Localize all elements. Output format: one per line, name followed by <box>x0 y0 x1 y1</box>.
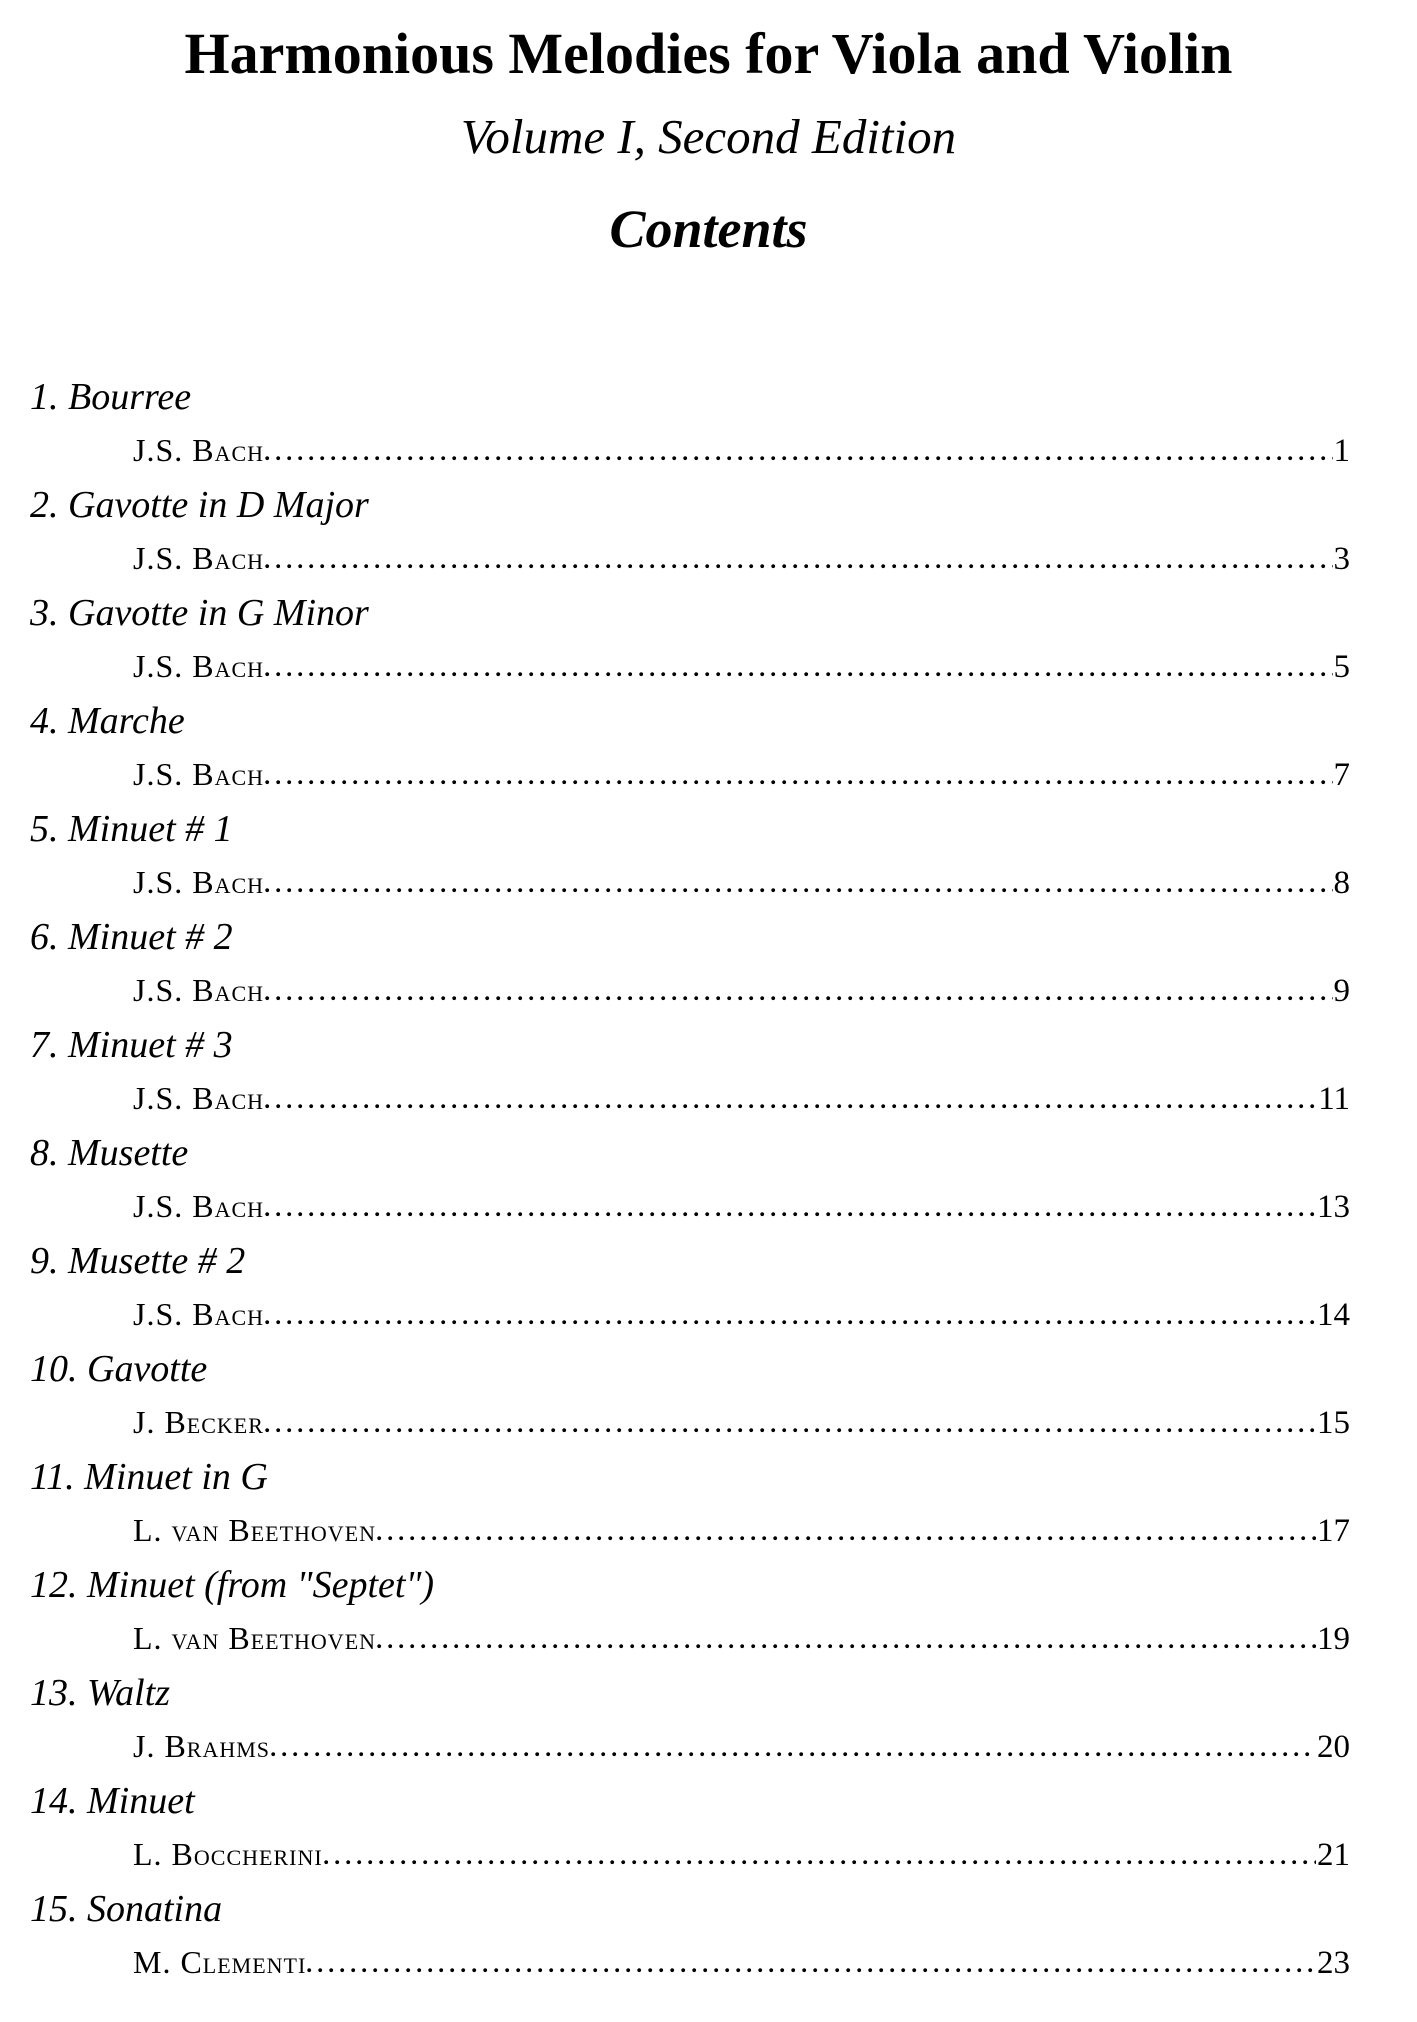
toc-entry-composer: J.S. Bach <box>133 1080 265 1117</box>
toc-entry-page-number: 3 <box>1333 541 1350 578</box>
dot-leader <box>265 1104 1317 1109</box>
toc-entry-composer-row <box>133 1611 1350 1667</box>
toc-entry-page-number: 17 <box>1317 1513 1350 1550</box>
toc-entry <box>30 1127 1350 1235</box>
toc-entry-composer-row <box>133 639 1350 695</box>
toc-entry <box>30 1883 1350 1991</box>
toc-entry-composer: J.S. Bach <box>133 540 265 577</box>
toc-entry <box>30 1235 1350 1343</box>
dot-leader <box>265 780 1332 785</box>
toc-entry-composer: J.S. Bach <box>133 648 265 685</box>
toc-entry <box>30 587 1350 695</box>
dot-leader <box>265 996 1332 1001</box>
toc-entry <box>30 695 1350 803</box>
toc-entry <box>30 1667 1350 1775</box>
toc-entry <box>30 1451 1350 1559</box>
toc-entry-composer-row <box>133 531 1350 587</box>
toc-entry-title: 5. Minuet # 1 <box>30 808 233 851</box>
toc-entry-page-number: 21 <box>1317 1837 1350 1874</box>
toc-entry <box>30 1559 1350 1667</box>
toc-entry-composer-row <box>133 1287 1350 1343</box>
toc-entry-title: 9. Musette # 2 <box>30 1240 246 1283</box>
title-block <box>0 22 1417 259</box>
toc-entry-title: 2. Gavotte in D Major <box>30 484 369 527</box>
toc-entry-title: 15. Sonatina <box>30 1888 223 1931</box>
toc-entry-page-number: 8 <box>1333 865 1350 902</box>
toc-entry <box>30 803 1350 911</box>
toc-entry-page-number: 14 <box>1317 1297 1350 1334</box>
toc-entry-page-number: 20 <box>1317 1729 1350 1766</box>
toc-entry-page-number: 1 <box>1333 433 1350 470</box>
toc-entry-composer-row <box>133 1071 1350 1127</box>
toc-entry-title: 10. Gavotte <box>30 1348 208 1391</box>
dot-leader <box>265 888 1332 893</box>
toc-entry <box>30 371 1350 479</box>
toc-entry-page-number: 5 <box>1333 649 1350 686</box>
toc-entry-composer-row <box>133 423 1350 479</box>
toc-entry-title: 6. Minuet # 2 <box>30 916 233 959</box>
toc-entry-composer: J.S. Bach <box>133 1296 265 1333</box>
toc-entry-title: 4. Marche <box>30 700 185 743</box>
dot-leader <box>307 1968 1316 1973</box>
book-title: Harmonious Melodies for Viola and Violin <box>184 21 1233 86</box>
dot-leader <box>265 564 1332 569</box>
toc-entry <box>30 1775 1350 1883</box>
toc-entry-composer: M. Clementi <box>133 1944 307 1981</box>
toc-entry-title: 7. Minuet # 3 <box>30 1024 233 1067</box>
toc-entry-page-number: 7 <box>1333 757 1350 794</box>
dot-leader <box>324 1860 1316 1865</box>
table-of-contents <box>30 371 1350 1991</box>
dot-leader <box>265 1428 1316 1433</box>
toc-entry-title: 13. Waltz <box>30 1672 171 1715</box>
toc-entry-composer-row <box>133 1395 1350 1451</box>
dot-leader <box>271 1752 1316 1757</box>
toc-entry <box>30 1019 1350 1127</box>
toc-entry-composer-row <box>133 1935 1350 1991</box>
toc-entry-composer-row <box>133 963 1350 1019</box>
toc-entry <box>30 1343 1350 1451</box>
toc-entry-composer-row <box>133 1827 1350 1883</box>
dot-leader <box>377 1536 1316 1541</box>
toc-entry-composer: J.S. Bach <box>133 1188 265 1225</box>
toc-entry-title: 11. Minuet in G <box>30 1456 268 1499</box>
dot-leader <box>265 1320 1316 1325</box>
toc-entry-composer: J.S. Bach <box>133 756 265 793</box>
toc-entry-page-number: 23 <box>1317 1945 1350 1982</box>
toc-entry-page-number: 19 <box>1317 1621 1350 1658</box>
dot-leader <box>265 1212 1316 1217</box>
toc-entry-title: 12. Minuet (from "Septet") <box>30 1564 435 1607</box>
toc-entry-composer: J.S. Bach <box>133 432 265 469</box>
toc-entry-composer: J. Becker <box>133 1404 264 1441</box>
dot-leader <box>377 1644 1316 1649</box>
toc-entry-page-number: 15 <box>1317 1405 1350 1442</box>
toc-entry-composer: L. van Beethoven <box>133 1620 377 1657</box>
toc-entry <box>30 479 1350 587</box>
toc-entry-composer: L. van Beethoven <box>133 1512 377 1549</box>
toc-entry-composer: J.S. Bach <box>133 972 265 1009</box>
toc-entry-title: 1. Bourree <box>30 376 192 419</box>
toc-entry-composer-row <box>133 1719 1350 1775</box>
toc-entry-composer-row <box>133 1179 1350 1235</box>
toc-entry-composer-row <box>133 855 1350 911</box>
toc-entry-page-number: 13 <box>1317 1189 1350 1226</box>
contents-heading: Contents <box>609 198 808 259</box>
toc-entry-composer-row <box>133 747 1350 803</box>
toc-entry-page-number: 9 <box>1333 973 1350 1010</box>
toc-entry-title: 3. Gavotte in G Minor <box>30 592 369 635</box>
dot-leader <box>265 456 1332 461</box>
volume-subtitle: Volume I, Second Edition <box>460 108 957 164</box>
toc-entry-composer: J. Brahms <box>133 1728 271 1765</box>
toc-entry-composer: J.S. Bach <box>133 864 265 901</box>
toc-entry <box>30 911 1350 1019</box>
toc-entry-page-number: 11 <box>1318 1081 1350 1118</box>
dot-leader <box>265 672 1332 677</box>
toc-entry-composer-row <box>133 1503 1350 1559</box>
contents-page <box>0 22 1417 2022</box>
toc-entry-composer: L. Boccherini <box>133 1836 323 1873</box>
toc-entry-title: 14. Minuet <box>30 1780 195 1823</box>
toc-entry-title: 8. Musette <box>30 1132 189 1175</box>
